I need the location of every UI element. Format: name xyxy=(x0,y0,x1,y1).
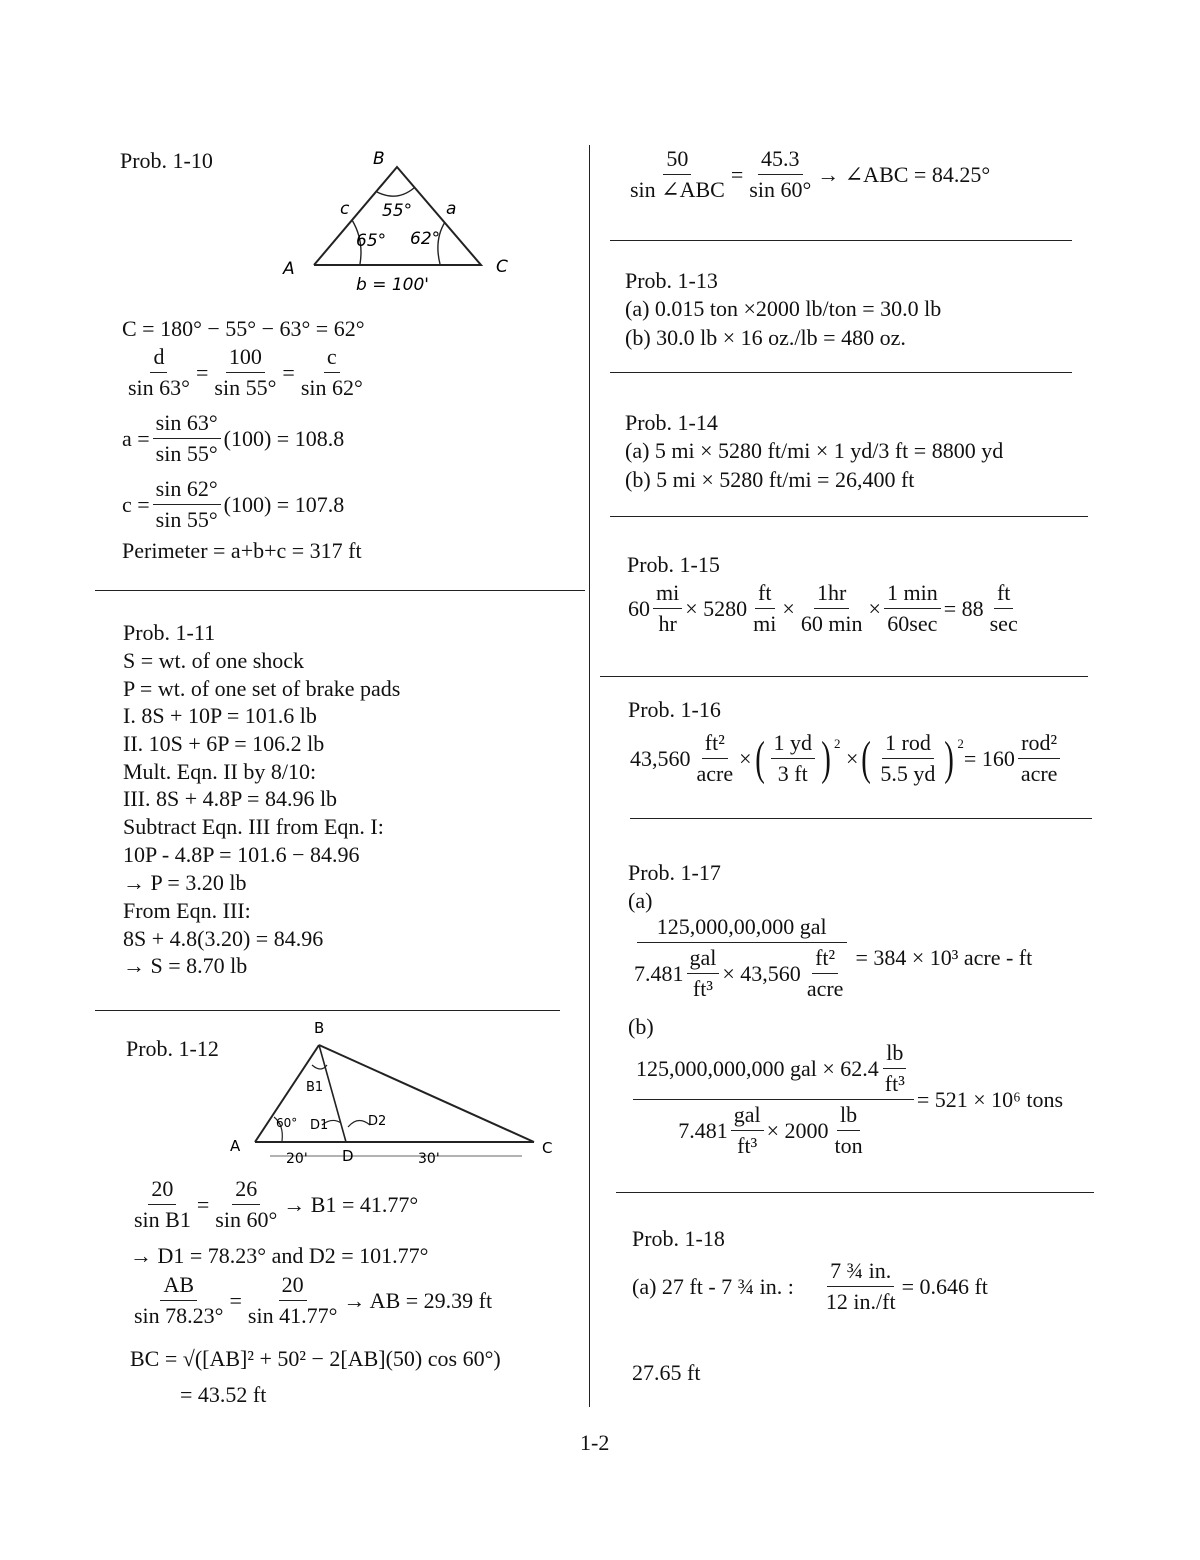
frac-den: sin 55° xyxy=(214,375,277,400)
label-angle-c: 62° xyxy=(410,229,441,249)
prob-1-15-eq xyxy=(628,580,1024,637)
frac-num: 20 xyxy=(279,1272,307,1301)
page-number: 1-2 xyxy=(580,1430,610,1455)
label-c: C xyxy=(542,1139,553,1157)
frac-den: sin 41.77° xyxy=(247,1303,338,1328)
c-rhs: (100) = 107.8 xyxy=(223,491,345,517)
frac-num: 1 min xyxy=(884,580,941,609)
prob-1-11-line: → P = 3.20 lb xyxy=(123,870,247,895)
frac-den: acre xyxy=(1020,761,1058,786)
times-sign: × xyxy=(868,595,881,621)
frac-den: sin 60° xyxy=(215,1207,278,1232)
frac-num: rod² xyxy=(1018,730,1060,759)
divider-1-17 xyxy=(616,1192,1094,1193)
divider-1-15 xyxy=(600,676,1088,677)
frac-den: acre xyxy=(696,761,734,786)
prob-1-12-title: Prob. 1-12 xyxy=(126,1036,219,1061)
prob-1-17-b-eq xyxy=(630,1040,1063,1159)
frac-num xyxy=(633,1040,914,1100)
column-divider xyxy=(589,145,590,1407)
prob-1-16-eq: 43,560 $\frac{\text{ft²}}{\text{acre}}$ × ( $\frac{1 yd}{3 ft}$ ) $^2$ × ( $\frac{\text{1 rod}}{5.5 yd}$ ) $^2$ = 160 $\frac{\text{rod²}}{\text{acre}}$ xyxy=(630,730,1063,787)
frac-num: c xyxy=(324,344,340,373)
prob-1-14-b: (b) 5 mi × 5280 ft/mi = 26,400 ft xyxy=(625,467,915,492)
frac-num: ft xyxy=(994,580,1013,609)
times-sign: × xyxy=(782,595,795,621)
frac-den xyxy=(675,1100,871,1159)
prob-1-11-line: III. 8S + 4.8P = 84.96 lb xyxy=(123,786,338,811)
b1-result: → B1 = 41.77° xyxy=(283,1191,419,1217)
frac-num: lb xyxy=(837,1102,860,1131)
frac-num: 20 xyxy=(148,1176,176,1205)
paren-open: ( xyxy=(754,731,765,785)
bc-equation: BC = √([AB]² + 50² − 2[AB](50) cos 60°) xyxy=(130,1346,501,1371)
divider-1-10 xyxy=(95,590,585,591)
value-43560: 43,560 xyxy=(630,745,691,771)
solve-b1-eq: $\frac{20}{\text{sin B1}}$ = $\frac{26}{\sin 60^\circ}$ → B1 = 41.77° xyxy=(128,1176,418,1233)
value-2000: × 2000 xyxy=(766,1117,829,1143)
frac-den: 3 ft xyxy=(777,761,808,786)
divider-1-13 xyxy=(610,372,1072,373)
bc-result: = 43.52 ft xyxy=(180,1382,267,1407)
frac-num: 7 ¾ in. xyxy=(827,1258,894,1287)
frac-num: 1 rod xyxy=(882,730,934,759)
a-lhs: a = xyxy=(122,425,150,451)
frac-den: mi xyxy=(753,611,777,636)
frac-num: gal xyxy=(687,945,720,974)
prob-1-11-line: S = wt. of one shock xyxy=(123,648,305,673)
frac-num: 1hr xyxy=(814,580,849,609)
frac-den: sin ∠ABC xyxy=(630,177,725,202)
label-angle-b: 55° xyxy=(382,201,413,221)
label-side-c: c xyxy=(340,199,350,219)
triangle-abc-diagram xyxy=(280,140,530,300)
solve-c-eq xyxy=(122,476,344,533)
result-88: = 88 xyxy=(943,595,984,621)
paren-close: ) xyxy=(944,731,955,785)
triangle-abd-diagram xyxy=(222,1015,562,1165)
frac-den: 60 min xyxy=(800,611,863,636)
prob-1-13-a: (a) 0.015 ton ×2000 lb/ton = 30.0 lb xyxy=(625,296,942,321)
frac-den: hr xyxy=(658,611,677,636)
frac-num: d xyxy=(150,344,167,373)
frac-num: AB xyxy=(160,1272,197,1301)
solve-ab-eq: $\frac{AB}{\sin 78.23^\circ}$ = $\frac{20}{\sin 41.77^\circ}$ → AB = 29.39 ft xyxy=(128,1272,492,1329)
frac-den: sin 55° xyxy=(155,441,218,466)
frac-num: 45.3 xyxy=(758,146,803,175)
prob-1-18-a-eq xyxy=(632,1258,988,1315)
arc-d2 xyxy=(348,1120,370,1127)
prob-1-17-a-label: (a) xyxy=(628,888,653,913)
frac-num: 50 xyxy=(663,146,691,175)
perimeter-line: Perimeter = a+b+c = 317 ft xyxy=(122,538,362,563)
prob-1-11-line: I. 8S + 10P = 101.6 lb xyxy=(123,703,317,728)
arc-angle-b xyxy=(377,188,414,196)
prob-1-17-title: Prob. 1-17 xyxy=(628,860,721,885)
prob-1-10-line1: C = 180° − 55° − 63° = 62° xyxy=(122,316,365,341)
frac-den: ft³ xyxy=(737,1133,758,1158)
prob-1-18-a-result: = 0.646 ft xyxy=(901,1273,988,1299)
prob-1-10-title: Prob. 1-10 xyxy=(120,148,213,173)
prob-1-18-title: Prob. 1-18 xyxy=(632,1226,725,1251)
label-d: D xyxy=(342,1147,354,1165)
d1-d2-line: → D1 = 78.23° and D2 = 101.77° xyxy=(130,1243,429,1268)
prob-1-11-line: Subtract Eqn. III from Eqn. I: xyxy=(123,814,384,839)
prob-1-11-title: Prob. 1-11 xyxy=(123,620,216,645)
frac-den: sec xyxy=(989,611,1018,636)
frac-num: sin 63° xyxy=(153,410,221,439)
frac-den: sin 60° xyxy=(749,177,812,202)
ab-result: → AB = 29.39 ft xyxy=(343,1287,493,1313)
prob-1-11-line: P = wt. of one set of brake pads xyxy=(123,676,401,701)
frac-den: sin 63° xyxy=(128,375,190,400)
prob-1-11-line: → S = 8.70 lb xyxy=(123,953,248,978)
c-lhs: c = xyxy=(122,491,150,517)
label-side-a: a xyxy=(446,199,457,219)
paren-open: ( xyxy=(861,731,872,785)
prob-1-15-title: Prob. 1-15 xyxy=(627,552,720,577)
label-30ft: 30' xyxy=(418,1151,440,1165)
value-43560: × 43,560 xyxy=(722,960,801,986)
label-20ft: 20' xyxy=(286,1151,308,1165)
frac-den: ft³ xyxy=(692,976,713,1001)
prob-1-17-a-eq xyxy=(628,914,1032,1002)
frac-den: 60sec xyxy=(887,611,938,636)
frac-den: 5.5 yd xyxy=(880,761,936,786)
frac-den: sin 55° xyxy=(155,507,218,532)
label-side-b: b = 100' xyxy=(356,275,429,295)
divider-1-12 xyxy=(610,240,1072,241)
value-7481: 7.481 xyxy=(678,1117,728,1143)
result-tons: = 521 × 10⁶ tons xyxy=(916,1086,1064,1112)
prob-1-16-title: Prob. 1-16 xyxy=(628,697,721,722)
frac-den: sin 78.23° xyxy=(134,1303,224,1328)
frac-num: 26 xyxy=(232,1176,260,1205)
label-60: 60° xyxy=(276,1116,298,1130)
frac-num: 1 yd xyxy=(771,730,816,759)
frac-den: sin B1 xyxy=(134,1207,191,1232)
frac-den: acre xyxy=(806,976,844,1001)
frac-num: sin 62° xyxy=(153,476,221,505)
frac-num: ft² xyxy=(702,730,728,759)
label-d2: D2 xyxy=(368,1114,387,1129)
frac-den: ton xyxy=(834,1133,863,1158)
frac-num: mi xyxy=(653,580,682,609)
prob-1-11-line: II. 10S + 6P = 106.2 lb xyxy=(123,731,325,756)
frac-num: ft² xyxy=(812,945,838,974)
label-d1: D1 xyxy=(310,1118,329,1133)
prob-1-14-title: Prob. 1-14 xyxy=(625,410,718,435)
solve-a-eq xyxy=(122,410,344,467)
frac-num: gal xyxy=(731,1102,764,1131)
frac-num: 125,000,00,000 gal xyxy=(637,914,847,943)
side-bc xyxy=(319,1045,534,1142)
prob-1-18-a-lhs: (a) 27 ft - 7 ¾ in. : xyxy=(632,1273,794,1299)
a-rhs: (100) = 108.8 xyxy=(223,425,345,451)
prob-1-11-line: From Eqn. III: xyxy=(123,898,251,923)
frac-den: ft³ xyxy=(884,1071,905,1096)
value-60: 60 xyxy=(628,595,650,621)
label-b: B xyxy=(314,1019,325,1037)
angle-abc-result: → ∠ABC = 84.25° xyxy=(817,161,991,187)
prob-1-13-b: (b) 30.0 lb × 16 oz./lb = 480 oz. xyxy=(625,325,906,350)
divider-1-14 xyxy=(610,516,1088,517)
prob-1-11-line: 8S + 4.8(3.20) = 84.96 xyxy=(123,926,324,951)
frac-den: sin 62° xyxy=(300,375,363,400)
paren-close: ) xyxy=(821,731,831,785)
value-5280: × 5280 xyxy=(685,595,748,621)
frac-num: lb xyxy=(883,1040,906,1069)
frac-num: 100 xyxy=(226,344,265,373)
prob-1-18-answer: 27.65 ft xyxy=(632,1360,701,1385)
result-160: = 160 xyxy=(963,745,1015,771)
angle-abc-eq: $\frac{50}{\text{sin ∠ABC}}$ = $\frac{45.3}{\sin 60^\circ}$ → ∠ABC = 84.25° xyxy=(624,146,990,203)
divider-1-11 xyxy=(95,1010,560,1011)
label-b1: B1 xyxy=(306,1080,324,1095)
value-7481: 7.481 xyxy=(634,960,684,986)
law-of-sines-eq: $\frac{d}{\sin 63^\circ}$ = $\frac{100}{\sin 55^\circ}$ = $\frac{c}{\sin 62^\circ}$ xyxy=(122,344,369,401)
prob-1-13-title: Prob. 1-13 xyxy=(625,268,718,293)
result-acre-ft: = 384 × 10³ acre - ft xyxy=(855,945,1033,970)
label-angle-a: 65° xyxy=(356,231,387,251)
prob-1-11-line: 10P - 4.8P = 101.6 − 84.96 xyxy=(123,842,360,867)
prob-1-14-a: (a) 5 mi × 5280 ft/mi × 1 yd/3 ft = 8800 yd xyxy=(625,438,1004,463)
divider-1-16 xyxy=(630,818,1092,819)
prob-1-17-b-label: (b) xyxy=(628,1014,654,1039)
frac-den xyxy=(631,943,852,1002)
num-lead: 125,000,000,000 gal × 62.4 xyxy=(636,1055,879,1081)
label-vertex-c: C xyxy=(496,257,508,277)
label-vertex-a: A xyxy=(283,259,295,279)
frac-num: ft xyxy=(755,580,774,609)
frac-den: 12 in./ft xyxy=(825,1289,896,1314)
label-vertex-b: B xyxy=(373,149,385,169)
label-a: A xyxy=(230,1137,241,1155)
prob-1-11-line: Mult. Eqn. II by 8/10: xyxy=(123,759,317,784)
